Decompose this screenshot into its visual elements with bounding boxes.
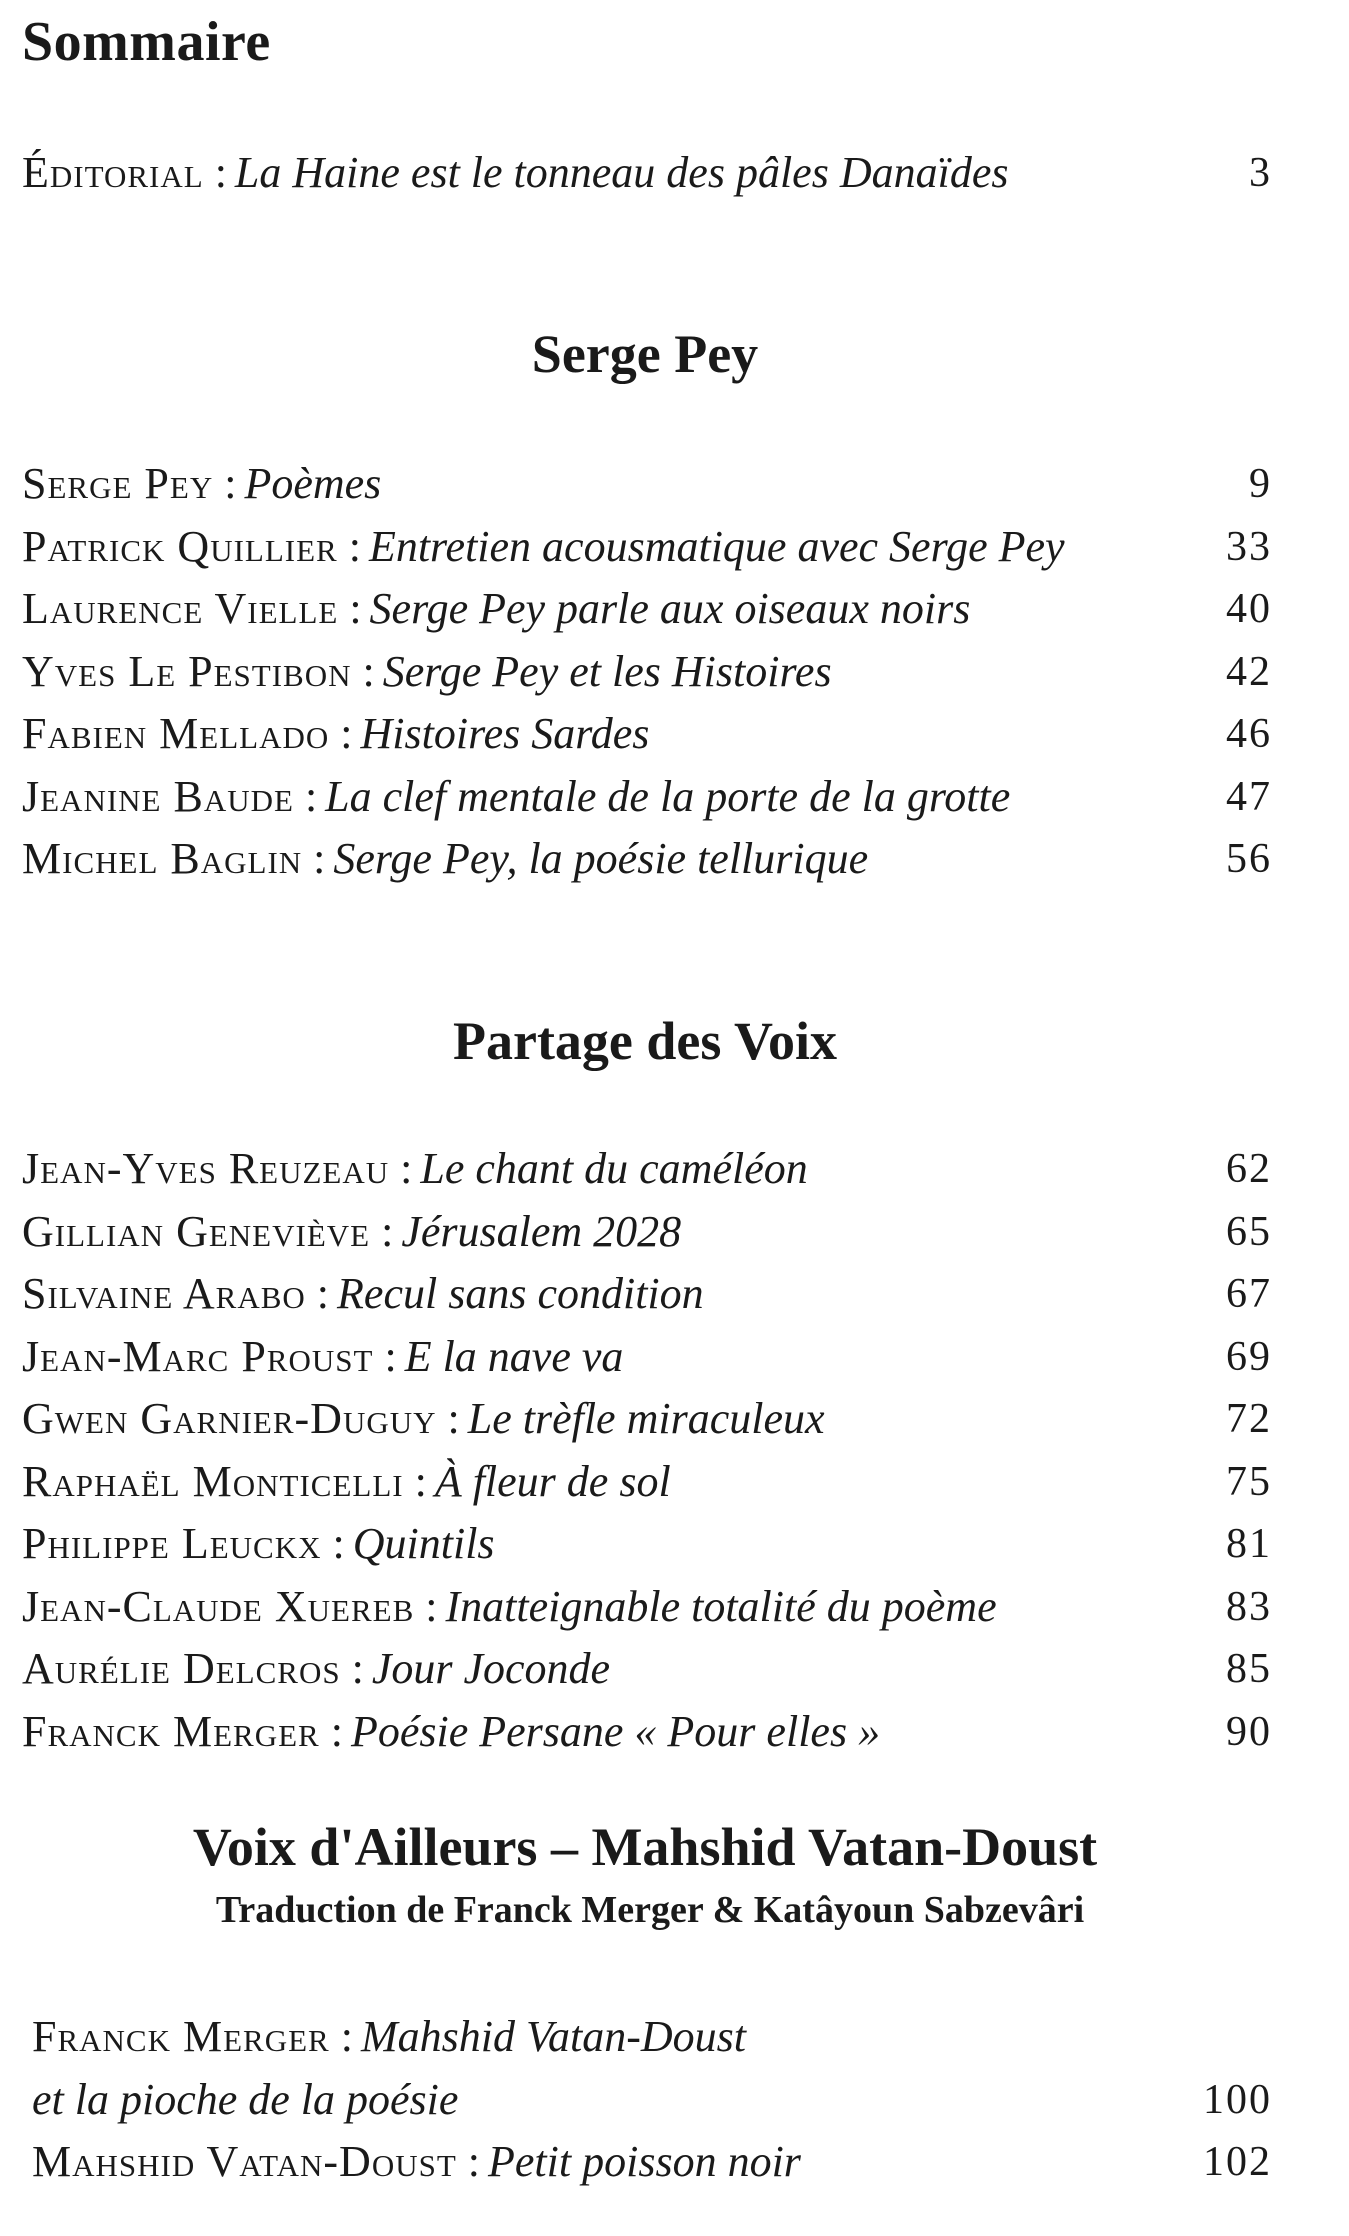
entry-title: Serge Pey parle aux oiseaux noirs <box>369 584 971 633</box>
entry-page-number: 69 <box>1226 1333 1272 1380</box>
entry-colon: : <box>293 771 318 821</box>
entry-colon: : <box>319 1706 343 1756</box>
entry-colon: : <box>340 1644 364 1693</box>
entry-colon: : <box>302 834 326 883</box>
entry-title: Mahshid Vatan-Doust <box>360 2012 746 2061</box>
entry-author: Patrick Quillier <box>22 521 338 571</box>
toc-entry <box>22 1388 1272 1451</box>
entry-author: Fabien Mellado <box>22 709 330 758</box>
entry-author: Gillian Geneviève <box>22 1206 371 1256</box>
entry-title-continuation: et la pioche de la poésie <box>32 2074 459 2124</box>
section-partage-des-voix-list <box>22 1138 1272 1763</box>
entry-page-number: 85 <box>1226 1646 1272 1692</box>
entry-page-number: 46 <box>1226 711 1272 757</box>
entry-title: Serge Pey, la poésie tellurique <box>333 834 869 883</box>
entry-title: À fleur de sol <box>434 1456 671 1506</box>
editorial-entry <box>22 142 1272 205</box>
entry-author: Franck Merger <box>22 1706 320 1756</box>
entry-title: Jour Joconde <box>371 1644 611 1693</box>
entry-page-number: 75 <box>1226 1458 1272 1505</box>
entry-author: Gwen Garnier-Duguy <box>22 1394 437 1443</box>
entry-title: Petit poisson noir <box>488 2137 801 2186</box>
toc-entry <box>22 1138 1272 1201</box>
entry-title: La clef mentale de la porte de la grotte <box>325 771 1011 821</box>
entry-author: Jean-Marc Proust <box>22 1331 374 1381</box>
editorial-label: Éditorial <box>22 148 204 197</box>
entry-page-number: 56 <box>1226 836 1272 882</box>
entry-colon: : <box>321 1519 345 1568</box>
entry-colon: : <box>329 709 353 758</box>
entry-title: Poésie Persane « Pour elles » <box>350 1706 881 1756</box>
entry-colon: : <box>213 459 237 508</box>
toc-entry <box>32 2131 1272 2194</box>
entry-page-number: 65 <box>1226 1208 1272 1255</box>
entry-author: Franck Merger <box>32 2012 330 2061</box>
page-title: Sommaire <box>22 11 271 73</box>
toc-entry <box>22 453 1272 516</box>
section-heading-voix-d-ailleurs: Voix d'Ailleurs – Mahshid Vatan-Doust <box>192 1817 1098 1877</box>
entry-author: Raphaël Monticelli <box>22 1456 404 1506</box>
entry-page-number: 100 <box>1203 2076 1272 2123</box>
toc-entry <box>22 641 1272 704</box>
toc-entry <box>22 828 1272 891</box>
toc-entry <box>22 1263 1272 1326</box>
entry-page-number: 67 <box>1226 1271 1272 1317</box>
entry-colon: : <box>338 584 362 633</box>
entry-title: Quintils <box>352 1519 495 1568</box>
entry-colon: : <box>373 1331 397 1381</box>
entry-title: Serge Pey et les Histoires <box>382 646 832 696</box>
toc-entry <box>22 766 1272 829</box>
entry-author: Michel Baglin <box>22 834 303 883</box>
entry-page-number: 72 <box>1226 1396 1272 1442</box>
entry-colon: : <box>436 1394 460 1443</box>
entry-colon: : <box>337 521 361 571</box>
editorial-title: La Haine est le tonneau des pâles Danaïdes <box>234 148 1009 197</box>
section-heading-serge-pey: Serge Pey <box>531 324 759 384</box>
entry-page-number: 62 <box>1226 1146 1272 1192</box>
entry-title: Inatteignable totalité du poème <box>445 1581 997 1631</box>
toc-entry <box>22 578 1272 641</box>
entry-colon: : <box>403 1456 427 1506</box>
entry-page-number: 9 <box>1249 461 1272 507</box>
entry-title: Le trèfle miraculeux <box>467 1394 825 1443</box>
toc-entry <box>22 1576 1272 1639</box>
entry-page-number: 33 <box>1226 523 1272 570</box>
entry-colon: : <box>305 1269 330 1318</box>
toc-entry <box>22 1513 1272 1576</box>
entry-author: Mahshid Vatan-Doust <box>32 2137 457 2186</box>
entry-colon: : <box>389 1144 413 1193</box>
entry-colon: : <box>329 2012 353 2061</box>
entry-author: Silvaine Arabo <box>22 1269 306 1318</box>
entry-title: Recul sans condition <box>337 1269 704 1318</box>
entry-page-number: 42 <box>1226 648 1272 695</box>
section-heading-partage-des-voix: Partage des Voix <box>453 1011 837 1071</box>
entry-title: Jérusalem 2028 <box>401 1206 682 1256</box>
entry-author: Jeanine Baude <box>22 771 294 821</box>
entry-author: Philippe Leuckx <box>22 1519 322 1568</box>
entry-page-number: 40 <box>1226 586 1272 632</box>
entry-title: Le chant du caméléon <box>420 1144 808 1193</box>
entry-title: Histoires Sardes <box>360 709 650 758</box>
entry-author: Laurence Vielle <box>22 584 339 633</box>
editorial-page-number: 3 <box>1249 150 1272 196</box>
entry-page-number: 83 <box>1226 1583 1272 1630</box>
editorial-list <box>22 142 1272 205</box>
toc-entry <box>22 1638 1272 1701</box>
entry-title: Poèmes <box>244 459 382 508</box>
section-serge-pey-list <box>22 453 1272 891</box>
entry-colon: : <box>414 1581 438 1631</box>
entry-colon: : <box>351 646 375 696</box>
toc-entry <box>22 703 1272 766</box>
toc-entry <box>32 2006 1272 2069</box>
entry-author: Aurélie Delcros <box>22 1644 341 1693</box>
toc-entry <box>22 516 1272 579</box>
section-voix-d-ailleurs-list <box>32 2006 1272 2194</box>
entry-author: Serge Pey <box>22 459 214 508</box>
entry-page-number: 102 <box>1203 2139 1272 2185</box>
entry-author: Jean-Claude Xuereb <box>22 1581 415 1631</box>
toc-entry <box>22 1451 1272 1514</box>
entry-title: Entretien acousmatique avec Serge Pey <box>368 521 1065 571</box>
entry-colon: : <box>370 1206 394 1256</box>
editorial-colon: : <box>203 148 227 197</box>
toc-entry <box>22 1326 1272 1389</box>
toc-entry <box>22 1701 1272 1764</box>
toc-entry-continuation <box>32 2069 1272 2132</box>
toc-entry <box>22 1201 1272 1264</box>
entry-author: Jean-Yves Reuzeau <box>22 1144 390 1193</box>
entry-colon: : <box>456 2137 481 2186</box>
entry-title: E la nave va <box>404 1331 624 1381</box>
entry-page-number: 81 <box>1226 1521 1272 1567</box>
entry-page-number: 90 <box>1226 1708 1272 1755</box>
entry-page-number: 47 <box>1226 773 1272 820</box>
entry-author: Yves Le Pestibon <box>22 646 352 696</box>
section-subheading-translation: Traduction de Franck Merger & Katâyoun Sabzevâri <box>215 1889 1085 1931</box>
